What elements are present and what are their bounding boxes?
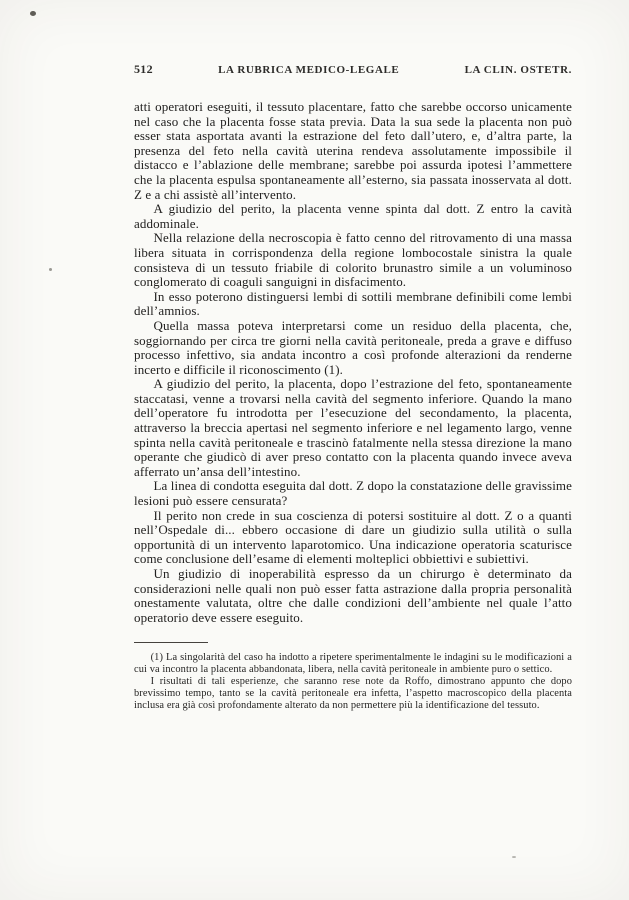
- footnote: [134, 652, 572, 712]
- scan-artifact: [30, 11, 36, 16]
- paragraph: atti operatori eseguiti, il tessuto placentare, fatto che sarebbe occorso unicamente nel caso che la placenta fosse stata previa. Data la sua sede la placenta non può esser stata asportata avanti la estrazione del feto dall’utero, e, d’altra parte, la presenza del feto nella cavità uterina rendeva assolutamente impossibile il distacco e l’ablazione delle membrane; sarebbe poi assurda ipotesi l’ammettere che la placenta espulsa spontaneamente all’esterno, sia passata inosservata al dott. Z e a chi assistè all’intervento.: [134, 99, 572, 202]
- page-number: 512: [134, 62, 153, 76]
- paragraph: In esso poterono distinguersi lembi di sottili membrane definibili come lembi dell’amnios.: [134, 288, 572, 319]
- paragraph: Un giudizio di inoperabilità espresso da un chirurgo è determinato da considerazioni nelle quali non può esser fatta astrazione dalla propria personalità onestamente valutata, oltre che dalle condizioni dell’ambiente nel quale l’atto operatorio deve essere eseguito.: [134, 566, 572, 625]
- running-title-right: LA CLIN. OSTETR.: [464, 64, 572, 76]
- footnote-paragraph: I risultati di tali esperienze, che saranno rese note da Roffo, dimostrano appunto che dopo brevissimo tempo, tanto se la cavità peritoneale era infetta, l’aspetto macroscopico della placenta inclusa era già così profondamente alterato da non permettere più la identificazione del tessuto.: [134, 676, 572, 711]
- running-title-center: LA RUBRICA MEDICO-LEGALE: [218, 64, 400, 76]
- paragraph: Quella massa poteva interpretarsi come un residuo della placenta, che, soggiornando per circa tre giorni nella cavità peritoneale, preda a grave e diffuso processo infettivo, sia andata incontro a così profonde alterazioni da renderne incerto e difficile il riconoscimento (1).: [134, 317, 572, 377]
- paragraph: La linea di condotta eseguita dal dott. Z dopo la constatazione delle gravissime lesioni può essere censurata?: [134, 478, 572, 509]
- paragraph: A giudizio del perito, la placenta, dopo l’estrazione del feto, spontaneamente staccatasi, venne a trovarsi nella cavità del segmento inferiore. Quando la mano dell’operatore fu introdotta per l’esecuzione del secondamento, la placenta, attraverso la breccia apertasi nel segmento inferiore e nel legamento largo, venne spinta nella cavità peritoneale e trascinò fatalmente nella stessa direzione la mano operante che giudicò di aver preso contatto con la placenta quando invece aveva afferrato un’ansa dell’intestino.: [134, 376, 572, 479]
- scan-artifact: [512, 856, 516, 858]
- paragraph: Il perito non crede in sua coscienza di potersi sostituire al dott. Z o a quanti nell’Ospedale di... ebbero occasione di dare un giudizio sulla utilità o sulla opportunità di un intervento laparotomico. Una indicazione operatoria scaturisce come conclusione dell’esame di elementi molteplici obbiettivi e subiettivi.: [134, 507, 572, 567]
- scan-artifact: [49, 268, 52, 271]
- body-text: [134, 100, 572, 625]
- paragraph: A giudizio del perito, la placenta venne spinta dal dott. Z entro la cavità addominale.: [134, 201, 572, 231]
- page-content: [134, 62, 572, 712]
- footnote-paragraph: (1) La singolarità del caso ha indotto a ripetere sperimentalmente le indagini su le modificazioni a cui va incontro la placenta abbandonata, libera, nella cavità peritoneale in ambiente puro o settico.: [134, 652, 572, 676]
- footnote-rule: [134, 642, 208, 643]
- page-header: [134, 62, 572, 77]
- paragraph: Nella relazione della necroscopia è fatto cenno del ritrovamento di una massa libera situata in corrispondenza della regione lombocostale sinistra la quale consisteva di un tessuto friabile di colorito brunastro simile a un voluminoso conglomerato di coaguli sanguigni in disfacimento.: [134, 230, 572, 290]
